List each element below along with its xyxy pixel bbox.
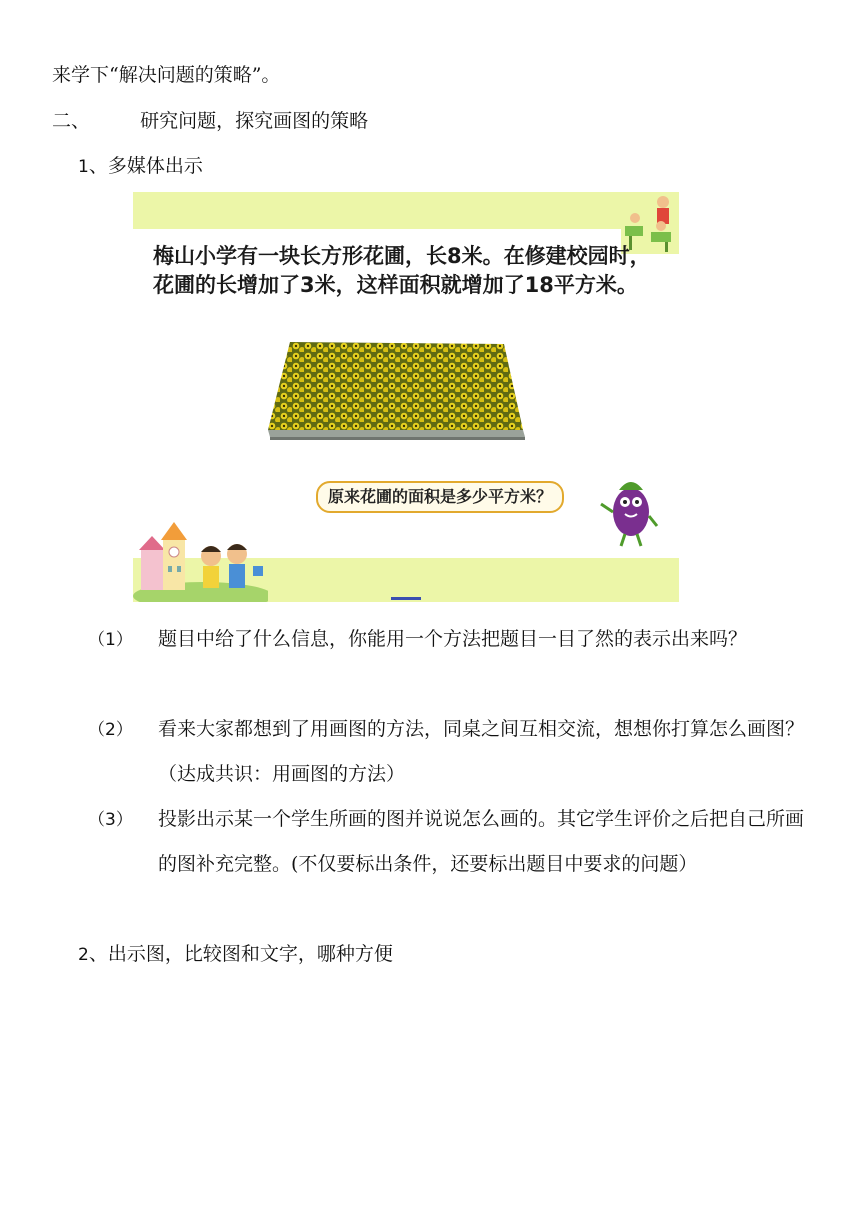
q1-text: 题目中给了什么信息，你能用一个方法把题目一目了然的表示出来吗？ [158, 628, 748, 650]
q1-marker: （1） [88, 630, 133, 650]
q3-text: 投影出示某一个学生所画的图并说说怎么画的。其它学生评价之后把自己所画的图补充完整。(不仅要标出条件，还要标出题目中要求的问题） [158, 808, 805, 875]
eggplant-character-icon [599, 468, 661, 548]
section-2-heading [52, 108, 368, 134]
q2-text: 看来大家都想到了用画图的方法，同桌之间互相交流，想想你打算怎么画图？（达成共识：用画图的方法） [158, 718, 805, 785]
q3-marker: （3） [88, 810, 133, 830]
slide-problem-text: 梅山小学有一块长方形花圃，长8米。在修建校园时，花圃的长增加了3米，这样面积就增加了18平方米。 [153, 244, 651, 297]
item-1 [78, 153, 203, 180]
item-1-text: 、多媒体出示 [88, 155, 203, 177]
multimedia-slide [133, 192, 679, 602]
item-2 [78, 941, 393, 968]
flower-bed-icon [268, 342, 528, 442]
slide-page-indicator [391, 597, 421, 600]
section-2-title: 研究问题，探究画图的策略 [140, 110, 369, 132]
section-2-marker: 二、 [52, 110, 91, 132]
item-2-marker: 2 [78, 945, 89, 965]
intro-line: 来学下“解决问题的策略”。 [52, 64, 281, 86]
school-kids-icon [133, 510, 268, 602]
slide-top-band [133, 192, 679, 229]
q2-marker: （2） [88, 720, 133, 740]
slide-question-bubble: 原来花圃的面积是多少平方米？ [316, 481, 564, 513]
item-2-text: 、出示图，比较图和文字，哪种方便 [88, 943, 393, 965]
item-1-marker: 1 [78, 157, 89, 177]
